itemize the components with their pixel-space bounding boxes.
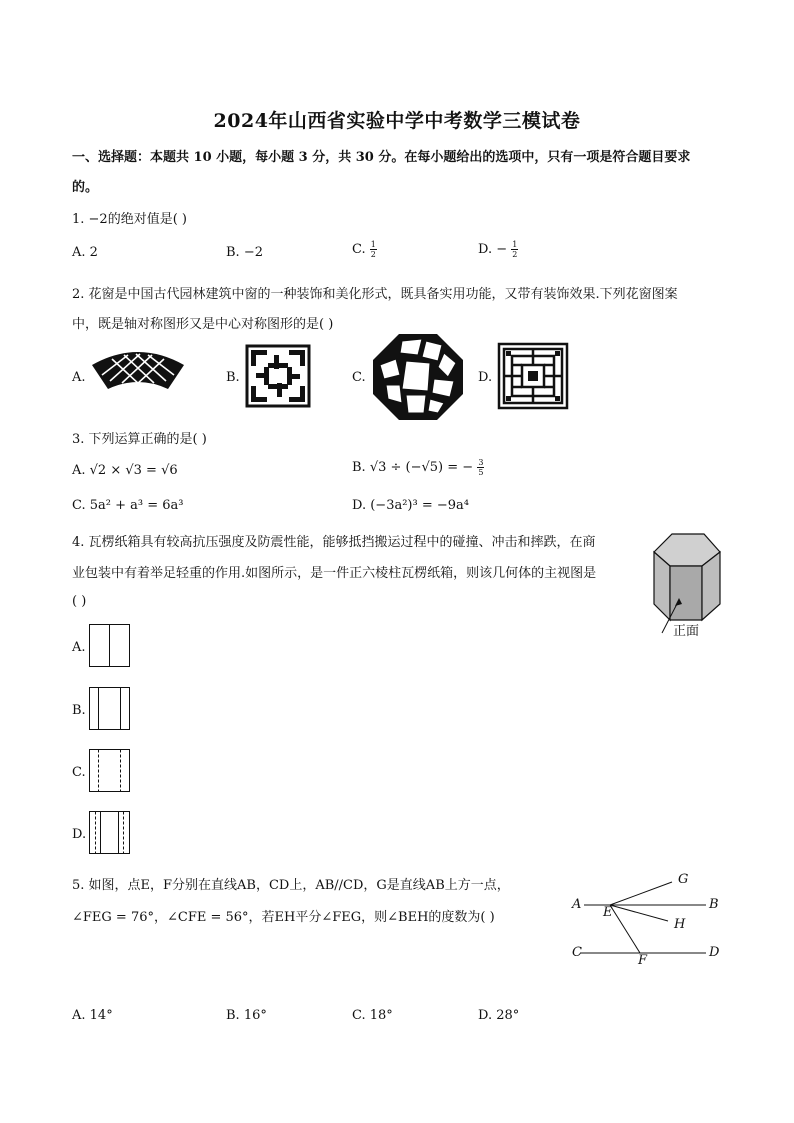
front-view-a-icon bbox=[89, 624, 131, 668]
q3-b-denominator: 5 bbox=[478, 468, 484, 477]
q4-stem-line3: ( ) bbox=[72, 594, 87, 609]
octagon-window-icon bbox=[372, 333, 464, 421]
q1-c-numerator: 1 bbox=[370, 240, 376, 249]
section-header-cont: 的。 bbox=[72, 180, 99, 195]
label-g: G bbox=[678, 872, 689, 887]
label-d: D bbox=[709, 945, 720, 960]
front-view-c-icon bbox=[89, 749, 131, 793]
q5-option-b[interactable]: B. 16° bbox=[226, 1008, 267, 1023]
q4-option-a[interactable]: A. bbox=[72, 640, 86, 655]
q3-stem: 3. 下列运算正确的是( ) bbox=[72, 432, 207, 447]
q3-option-a[interactable]: A. √2 × √3 = √6 bbox=[72, 463, 178, 478]
q5-stem-line1: 5. 如图，点E，F分别在直线AB，CD上，AB//CD，G是直线AB上方一点， bbox=[72, 878, 510, 893]
q4-option-b[interactable]: B. bbox=[72, 703, 86, 718]
q3-option-d[interactable]: D. (−3a²)³ = −9a⁴ bbox=[352, 498, 469, 513]
label-f: F bbox=[638, 953, 648, 968]
q1-option-a[interactable]: A. 2 bbox=[72, 245, 98, 260]
q3-option-b-fraction bbox=[477, 458, 484, 477]
lattice-window-icon bbox=[498, 343, 568, 409]
q1-option-c[interactable] bbox=[352, 240, 377, 259]
label-e: E bbox=[603, 905, 613, 920]
q1-option-d[interactable] bbox=[478, 240, 518, 259]
parallel-lines-figure bbox=[568, 870, 724, 966]
q3-b-numerator: 3 bbox=[478, 458, 484, 467]
q5-option-a[interactable]: A. 14° bbox=[72, 1008, 113, 1023]
q1-d-numerator: 1 bbox=[512, 240, 518, 249]
q5-option-d[interactable]: D. 28° bbox=[478, 1008, 520, 1023]
q1-option-b[interactable]: B. −2 bbox=[226, 245, 263, 260]
q1-stem: 1. −2的绝对值是( ) bbox=[72, 212, 187, 227]
label-c: C bbox=[572, 945, 582, 960]
front-view-d-icon bbox=[89, 811, 131, 855]
q4-stem-line1: 4. 瓦楞纸箱具有较高抗压强度及防震性能，能够抵挡搬运过程中的碰撞、冲击和摔跌，在商 bbox=[72, 535, 596, 550]
q4-stem-line2: 业包装中有着举足轻重的作用.如图所示，是一件正六棱柱瓦楞纸箱，则该几何体的主视图是 bbox=[72, 566, 597, 581]
q3-option-c[interactable]: C. 5a² + a³ = 6a³ bbox=[72, 498, 184, 513]
q5-stem-line2: ∠FEG = 76°，∠CFE = 56°，若EH平分∠FEG，则∠BEH的度数为( ) bbox=[72, 910, 495, 925]
page-title: 2024年山西省实验中学中考数学三模试卷 bbox=[213, 110, 581, 132]
q1-option-d-fraction bbox=[511, 240, 518, 259]
q2-stem-line2: 中，既是轴对称图形又是中心对称图形的是( ) bbox=[72, 317, 334, 332]
q2-option-a[interactable]: A. bbox=[72, 370, 86, 385]
q2-option-d[interactable]: D. bbox=[478, 370, 493, 385]
fan-window-icon bbox=[90, 345, 186, 393]
front-label: 正面 bbox=[673, 624, 700, 639]
q1-c-denominator: 2 bbox=[370, 250, 376, 259]
q3-option-b-expr: B. √3 ÷ (−√5) = − bbox=[352, 460, 474, 475]
label-a: A bbox=[572, 897, 582, 912]
q2-stem-line1: 2. 花窗是中国古代园林建筑中窗的一种装饰和美化形式，既具备实用功能，又带有装饰效果.下列花窗图案 bbox=[72, 287, 678, 302]
q5-option-c[interactable]: C. 18° bbox=[352, 1008, 393, 1023]
q1-option-d-label: D. − bbox=[478, 242, 508, 257]
label-b: B bbox=[709, 897, 719, 912]
q1-option-c-fraction bbox=[370, 240, 377, 259]
q4-option-d[interactable]: D. bbox=[72, 827, 87, 842]
q2-option-c[interactable]: C. bbox=[352, 370, 366, 385]
label-h: H bbox=[674, 917, 686, 932]
front-view-b-icon bbox=[89, 687, 131, 731]
q1-option-c-label: C. bbox=[352, 242, 366, 257]
q2-option-b[interactable]: B. bbox=[226, 370, 240, 385]
q3-option-b[interactable] bbox=[352, 458, 484, 477]
q1-d-denominator: 2 bbox=[512, 250, 518, 259]
section-header: 一、选择题：本题共 10 小题，每小题 3 分，共 30 分。在每小题给出的选项中，只有一项是符合题目要求 bbox=[72, 150, 691, 165]
q4-option-c[interactable]: C. bbox=[72, 765, 86, 780]
square-knot-window-icon bbox=[246, 345, 310, 407]
